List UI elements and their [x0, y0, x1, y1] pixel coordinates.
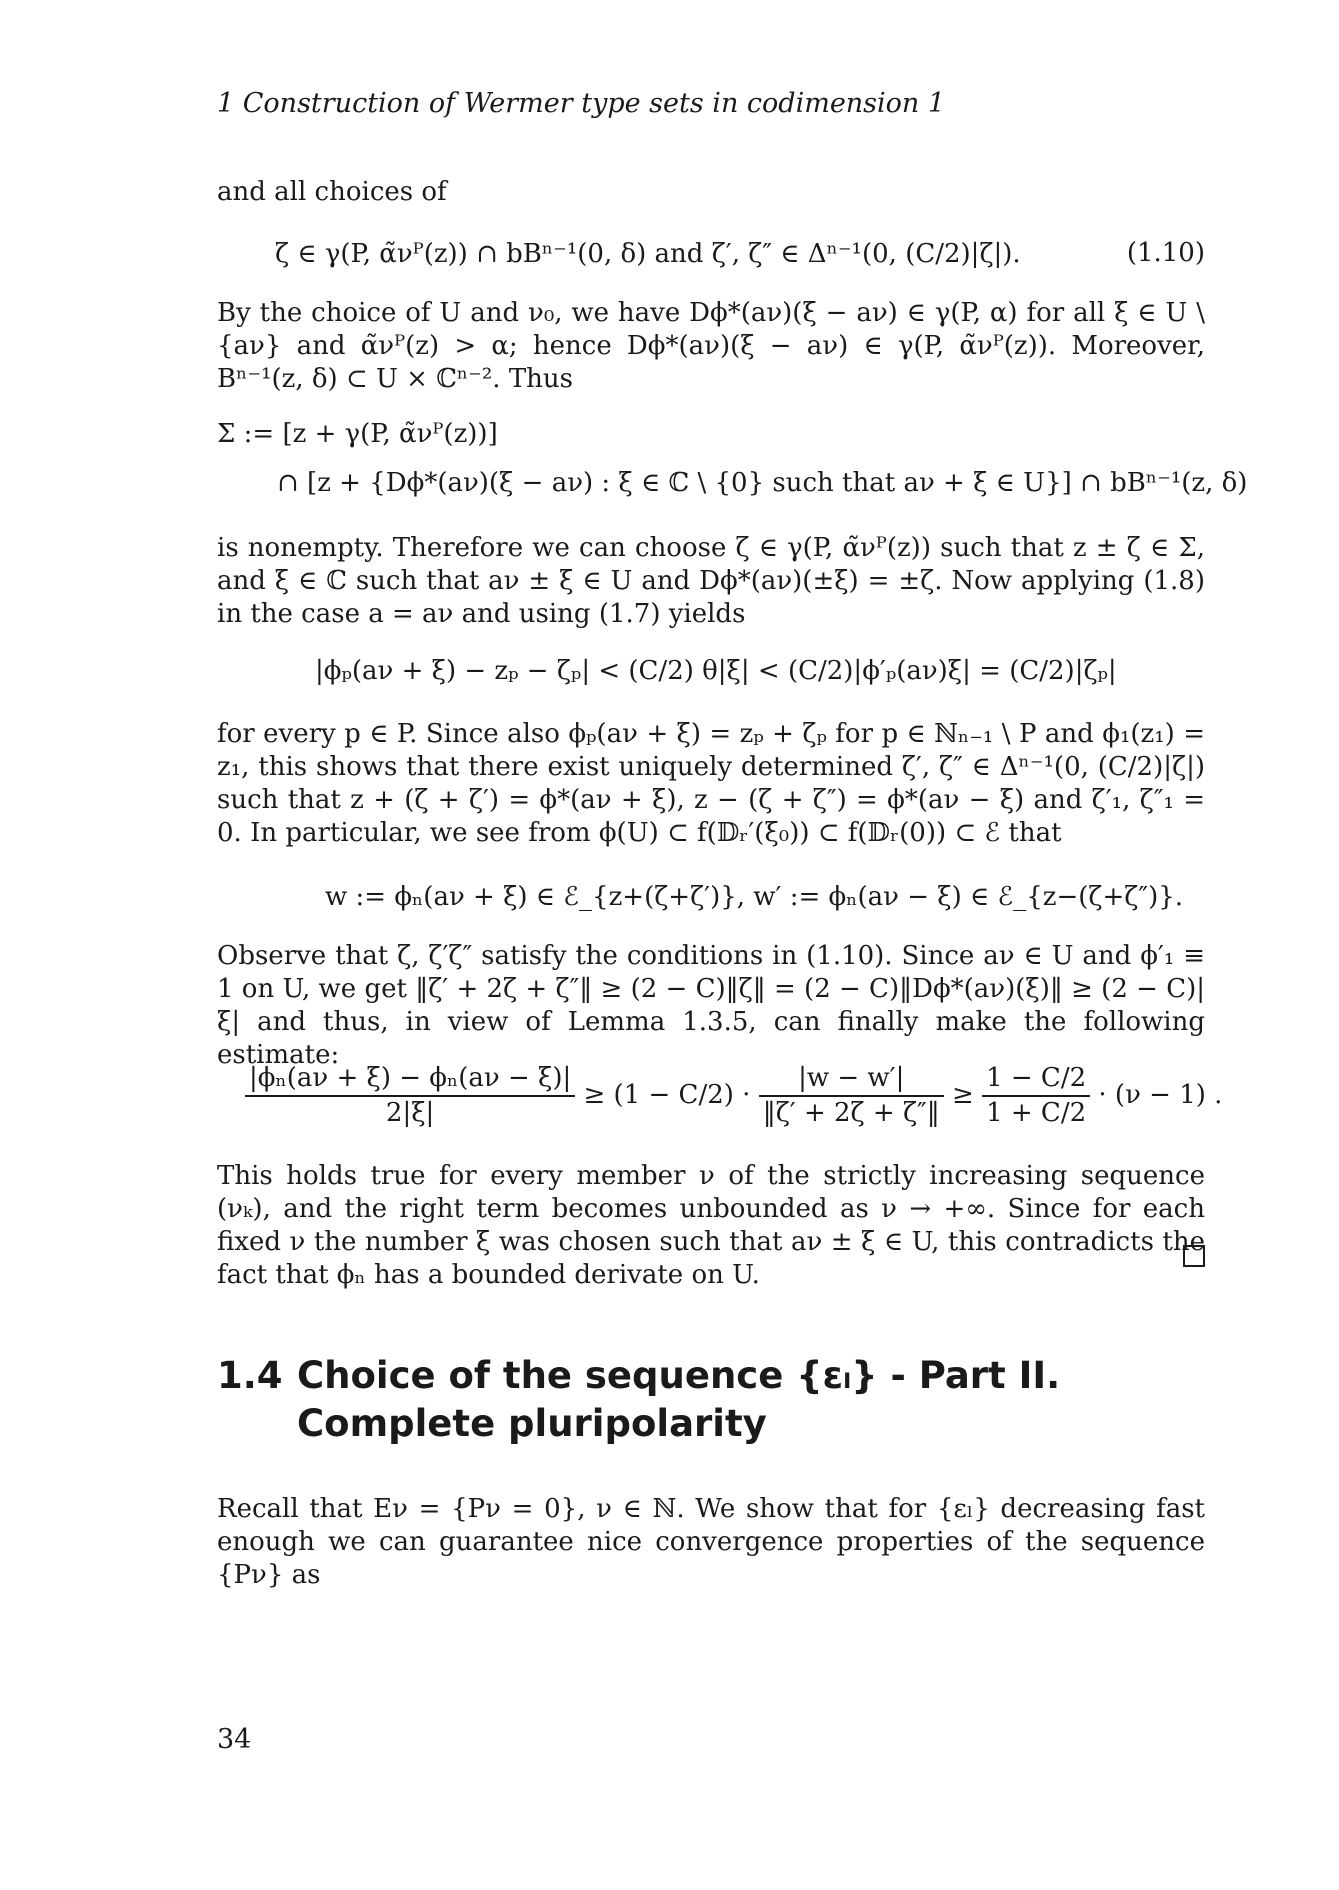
fraction: $\frac{|w - w'|}{‖\zeta' + 2\zeta + \zeta''‖}$ [759, 1062, 944, 1130]
w-definitions: w := ϕₙ(aν + ξ) ∈ ℰ_{z+(ζ+ζ′)}, w′ := ϕₙ(aν − ξ) ∈ ℰ_{z−(ζ+ζ″)}. [325, 882, 1184, 912]
paragraph: and all choices of [217, 177, 447, 207]
fraction: $\frac{\text{|ϕₙ(aν + ξ) − ϕₙ(aν − ξ)|}}{2|\xi|}$ [245, 1062, 575, 1130]
inequality: |ϕₚ(aν + ξ) − zₚ − ζₚ| < (C/2) θ|ξ| < (C/2)|ϕ′ₚ(aν)ξ| = (C/2)|ζₚ| [315, 656, 1117, 686]
estimate: $\frac{\text{|ϕₙ(aν + ξ) − ϕₙ(aν − ξ)|}}{2|\xi|}$ ≥ (1 − C/2) · $\frac{|w - w'|}{‖\zeta' + 2\zeta + \zeta''‖}$ ≥ $\frac{1 - C/2}{1 + C/2}$ · (ν − 1) . [245, 1062, 1222, 1130]
sigma-definition-line-2: ∩ [z + {Dϕ*(aν)(ξ − aν) : ξ ∈ ℂ \ {0} such that aν + ξ ∈ U}] ∩ bBⁿ⁻¹(z, δ) [277, 468, 1248, 498]
paragraph: By the choice of U and ν₀, we have Dϕ*(aν)(ξ − aν) ∈ γ(P, α) for all ξ ∈ U \ {aν} and α̃νᴾ(z) > α; hence Dϕ*(aν)(ξ − aν) ∈ γ(P, α̃νᴾ(z)). Moreover, Bⁿ⁻¹(z, δ) ⊂ U × ℂⁿ⁻². Thus [217, 298, 1205, 394]
sigma-definition-line-1: Σ := [z + γ(P, α̃νᴾ(z))] [217, 419, 498, 449]
paragraph: for every p ∈ P. Since also ϕₚ(aν + ξ) = zₚ + ζₚ for p ∈ ℕₙ₋₁ \ P and ϕ₁(z₁) = z₁, this shows that there exist uniquely determined ζ′, ζ″ ∈ Δⁿ⁻¹(0, (C/2)|ζ|) such that z + (ζ + ζ′) = ϕ*(aν + ξ), z − (ζ + ζ″) = ϕ*(aν − ξ) and ζ′₁, ζ″₁ = 0. In particular, we see from ϕ(U) ⊂ f(𝔻ᵣ′(ξ₀)) ⊂ f(𝔻ᵣ(0)) ⊂ ℰ that [217, 719, 1205, 848]
equation-label: (1.10) [1126, 238, 1205, 268]
section-number: 1.4 [217, 1354, 283, 1397]
page-number: 34 [217, 1724, 252, 1755]
running-header: 1 Construction of Wermer type sets in codimension 1 [217, 88, 946, 119]
paragraph: Observe that ζ, ζ′ζ″ satisfy the conditions in (1.10). Since aν ∈ U and ϕ′₁ ≡ 1 on U, we get ‖ζ′ + 2ζ + ζ″‖ ≥ (2 − C)‖ζ‖ = (2 − C)‖Dϕ*(aν)(ξ)‖ ≥ (2 − C)|ξ| and thus, in view of Lemma 1.3.5, can finally make the following estimate: [217, 941, 1205, 1070]
fraction: $\frac{1 - C/2}{1 + C/2}$ [982, 1062, 1090, 1130]
qed-square-icon [1183, 1245, 1205, 1267]
section-title: Choice of the sequence {εₗ} - Part II. Complete pluripolarity [297, 1354, 1061, 1445]
equation-1-10: ζ ∈ γ(P, α̃νᴾ(z)) ∩ bBⁿ⁻¹(0, δ) and ζ′, ζ″ ∈ Δⁿ⁻¹(0, (C/2)|ζ|). [275, 239, 1021, 269]
paragraph: is nonempty. Therefore we can choose ζ ∈ γ(P, α̃νᴾ(z)) such that z ± ζ ∈ Σ, and ξ ∈ ℂ such that aν ± ξ ∈ U and Dϕ*(aν)(±ξ) = ±ζ. Now applying (1.8) in the case a = aν and using (1.7) yields [217, 533, 1205, 629]
paragraph: Recall that Eν = {Pν = 0}, ν ∈ ℕ. We show that for {εₗ} decreasing fast enough we can guarantee nice convergence properties of the sequence {Pν} as [217, 1494, 1205, 1590]
paragraph: This holds true for every member ν of the strictly increasing sequence (νₖ), and the right term becomes unbounded as ν → +∞. Since for each fixed ν the number ξ was chosen such that aν ± ξ ∈ U, this contradicts the fact that ϕₙ has a bounded derivate on U. [217, 1161, 1205, 1290]
